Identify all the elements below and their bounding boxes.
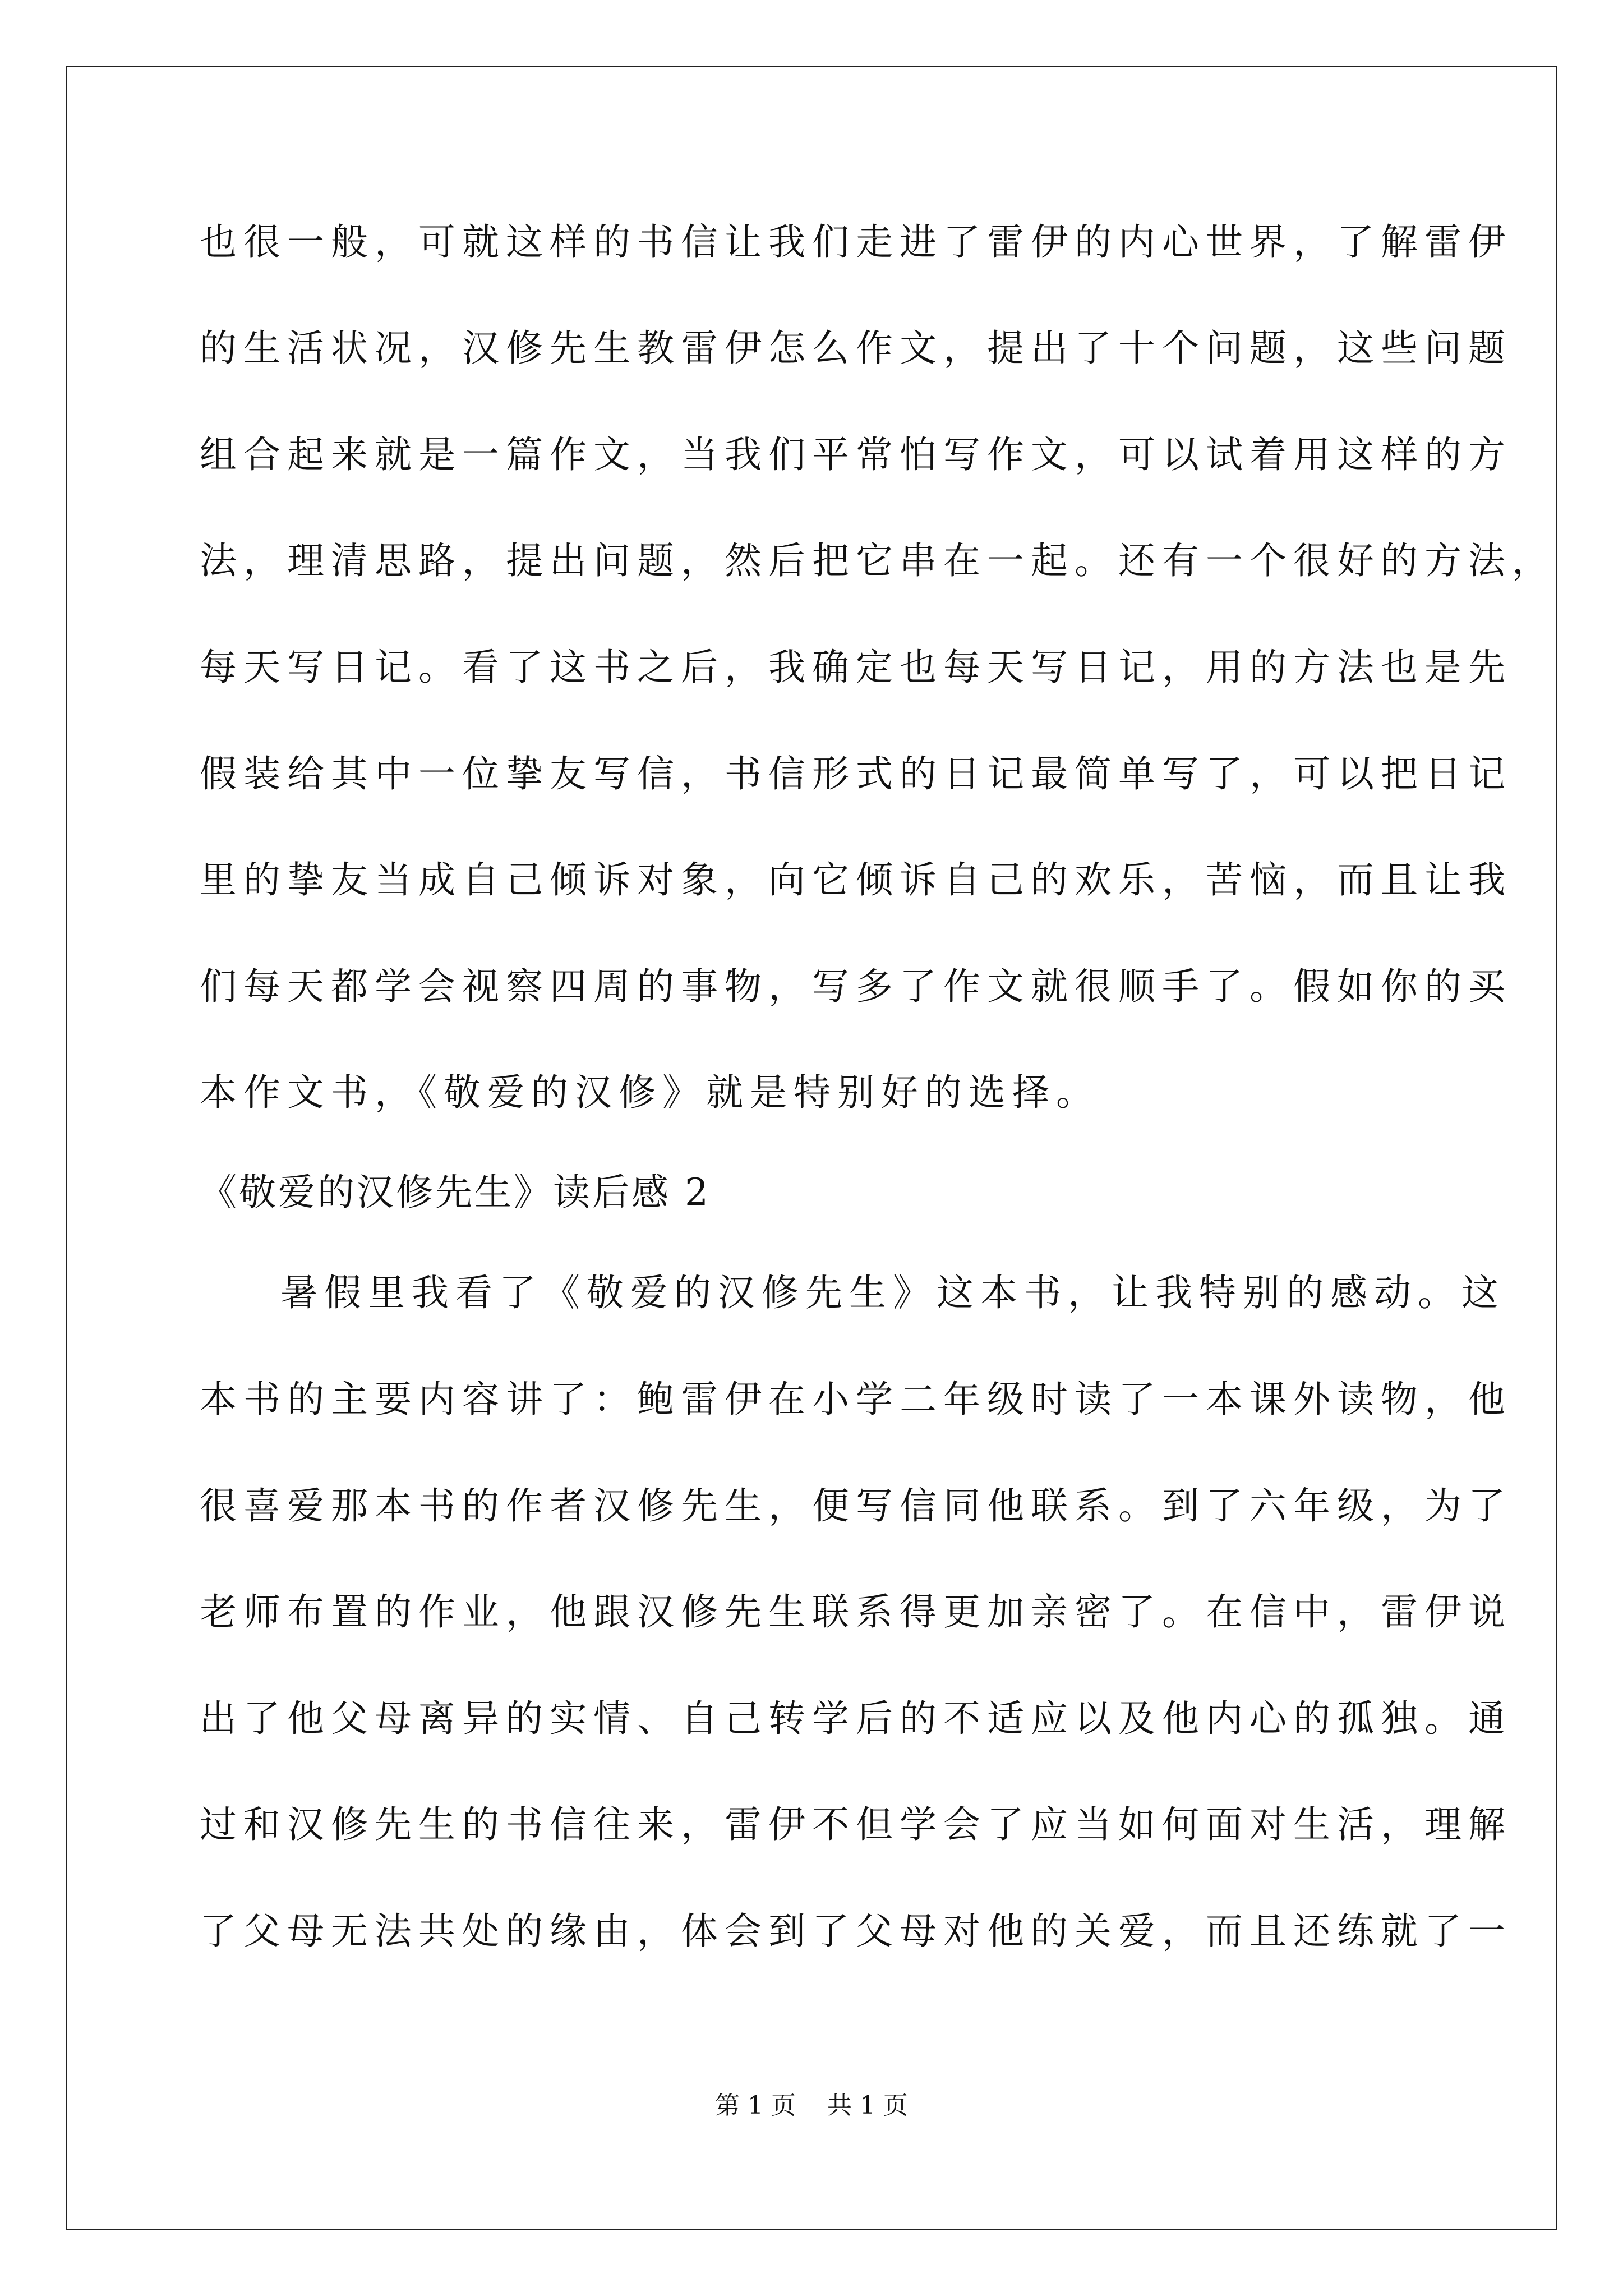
page-border [66, 66, 1557, 2230]
text-line: 出了他父母离异的实情、自己转学后的不适应以及他内心的孤独。通 [200, 1697, 1512, 1740]
text-line: 法，理清思路，提出问题，然后把它串在一起。还有一个很好的方法， [200, 539, 1556, 582]
section-heading: 《敬爱的汉修先生》读后感 2 [200, 1171, 711, 1214]
text-line: 很喜爱那本书的作者汉修先生，便写信同他联系。到了六年级，为了 [200, 1484, 1512, 1527]
text-line: 本作文书，《敬爱的汉修》就是特别好的选择。 [200, 1071, 1100, 1114]
text-line: 们每天都学会视察四周的事物，写多了作文就很顺手了。假如你的买 [200, 965, 1512, 1008]
text-line: 的生活状况，汉修先生教雷伊怎么作文，提出了十个问题，这些问题 [200, 326, 1512, 370]
page-footer: 第 1 页 共 1 页 [715, 2091, 908, 2120]
text-line: 本书的主要内容讲了：鲍雷伊在小学二年级时读了一本课外读物，他 [200, 1378, 1512, 1421]
text-line: 过和汉修先生的书信往来，雷伊不但学会了应当如何面对生活，理解 [200, 1803, 1512, 1846]
text-line: 组合起来就是一篇作文，当我们平常怕写作文，可以试着用这样的方 [200, 433, 1512, 476]
text-line: 假装给其中一位挚友写信，书信形式的日记最简单写了，可以把日记 [200, 752, 1512, 795]
text-line: 里的挚友当成自己倾诉对象，向它倾诉自己的欢乐，苦恼，而且让我 [200, 858, 1512, 901]
paragraph-first-line: 暑假里我看了《敬爱的汉修先生》这本书，让我特别的感动。这 [280, 1271, 1505, 1314]
text-line: 老师布置的作业，他跟汉修先生联系得更加亲密了。在信中，雷伊说 [200, 1590, 1512, 1634]
text-line: 了父母无法共处的缘由，体会到了父母对他的关爱，而且还练就了一 [200, 1910, 1512, 1953]
text-line: 也很一般，可就这样的书信让我们走进了雷伊的内心世界，了解雷伊 [200, 220, 1512, 264]
text-line: 每天写日记。看了这书之后，我确定也每天写日记，用的方法也是先 [200, 646, 1512, 689]
